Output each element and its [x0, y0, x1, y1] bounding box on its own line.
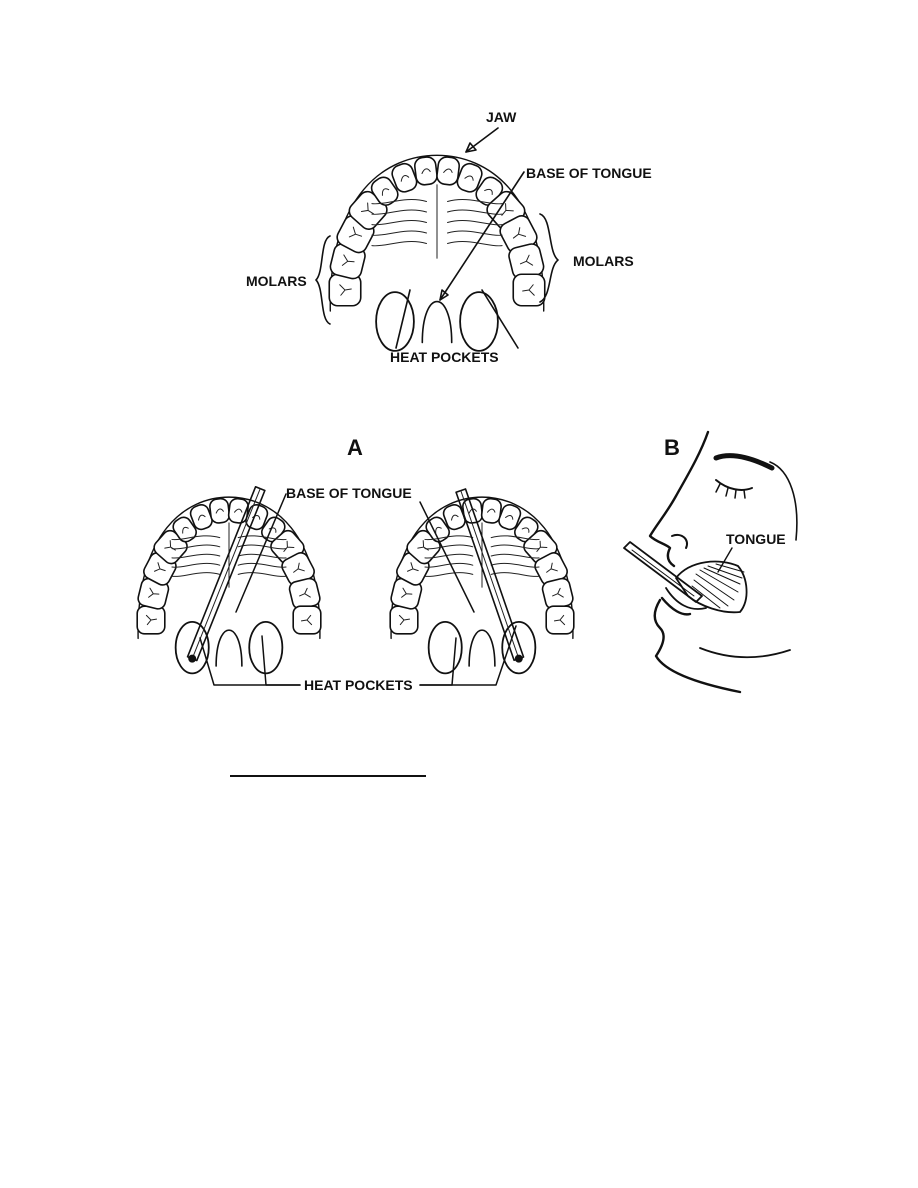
- palate-ridge: [425, 573, 473, 577]
- molar-tooth: [390, 606, 418, 634]
- tongue-shape: [676, 562, 747, 613]
- closed-eye: [716, 480, 752, 490]
- nostril: [672, 535, 687, 548]
- label-heat-pockets-top: HEAT POCKETS: [390, 349, 499, 365]
- molar-tooth: [546, 606, 574, 634]
- tongue-base-arch: [469, 630, 495, 666]
- molar-tooth: [293, 606, 321, 634]
- heat-pocket-left: [429, 622, 462, 674]
- tongue-base-arch: [216, 630, 242, 666]
- top-labels: [246, 109, 652, 365]
- eyebrow: [716, 456, 772, 468]
- panel-b-letter: B: [664, 435, 680, 460]
- palate-ridge: [372, 231, 427, 235]
- front-tooth: [436, 156, 460, 186]
- front-tooth: [414, 156, 438, 186]
- palate-ridge: [491, 563, 539, 567]
- label-tongue: TONGUE: [726, 531, 786, 547]
- heat-pocket-right: [460, 292, 498, 351]
- panel-b-face-profile: [624, 432, 797, 692]
- palate-ridge: [372, 241, 427, 245]
- top-jaw-diagram: [329, 155, 546, 351]
- label-heat-pockets-a: HEAT POCKETS: [304, 677, 413, 693]
- palate-ridge: [448, 231, 503, 235]
- molar-tooth: [288, 577, 321, 610]
- palate-ridge: [172, 563, 220, 567]
- heat-pocket-left: [376, 292, 414, 351]
- molars-left-brace: [316, 236, 330, 324]
- jaw-line: [700, 648, 790, 657]
- molar-tooth: [329, 274, 361, 306]
- cheek-line: [770, 462, 797, 540]
- thermometer-in-mouth: [624, 542, 702, 602]
- molar-tooth: [541, 577, 574, 610]
- molar-tooth: [513, 274, 545, 306]
- label-molars-left: MOLARS: [246, 273, 307, 289]
- label-jaw: JAW: [486, 109, 517, 125]
- palate-ridge: [238, 573, 286, 577]
- palate-ridge: [491, 573, 539, 577]
- label-base-of-tongue-a: BASE OF TONGUE: [286, 485, 412, 501]
- molar-tooth: [137, 606, 165, 634]
- jaw-leader: [466, 128, 498, 152]
- label-base-of-tongue-top: BASE OF TONGUE: [526, 165, 652, 181]
- palate-ridge: [172, 573, 220, 577]
- label-molars-right: MOLARS: [573, 253, 634, 269]
- palate-ridge: [448, 241, 503, 245]
- heat-pocket-right: [502, 622, 535, 674]
- palate-ridge: [238, 563, 286, 567]
- heat-pocket-right: [249, 622, 282, 674]
- panel-a-left-jaw: [137, 487, 322, 674]
- panel-a-letter: A: [347, 435, 363, 460]
- eye-lashes: [716, 484, 745, 498]
- panel-a-right-jaw: [390, 489, 575, 673]
- front-tooth: [209, 498, 230, 524]
- palate-ridge: [425, 563, 473, 567]
- tongue-base-arch: [422, 302, 451, 343]
- panel-b-labels: [664, 435, 786, 547]
